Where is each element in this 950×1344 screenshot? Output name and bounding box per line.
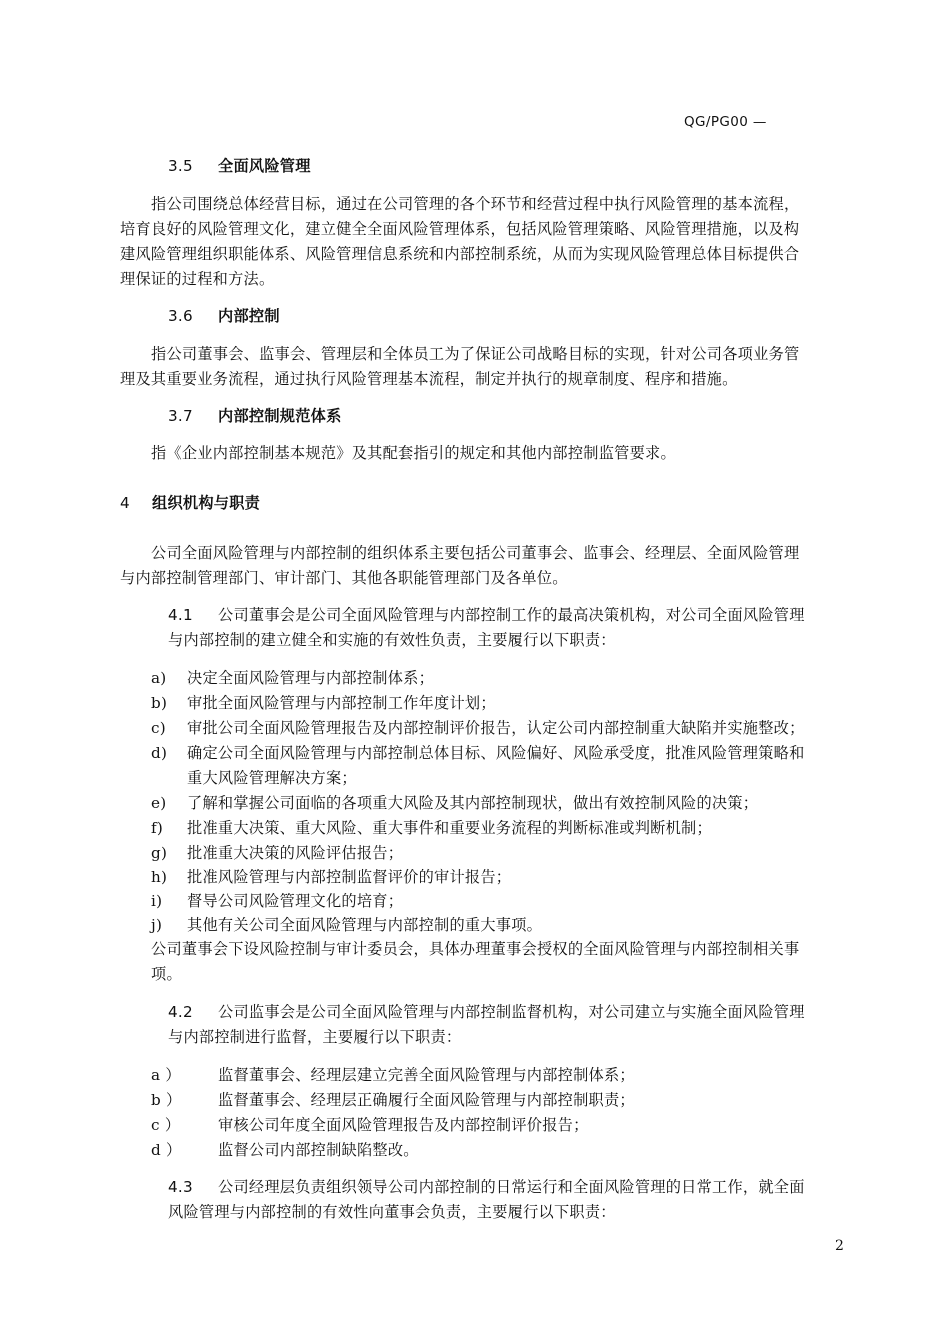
list-item bbox=[151, 690, 496, 716]
paragraph-line: 与内部控制管理部门、审计部门、其他各职能管理部门及各单位。 bbox=[120, 569, 568, 587]
section-3-5-heading bbox=[168, 153, 311, 179]
list-item bbox=[151, 840, 403, 866]
list-item bbox=[151, 1062, 635, 1088]
page-number: 2 bbox=[835, 1238, 844, 1254]
list-item bbox=[151, 740, 805, 766]
list-text: 督导公司风险管理文化的培育； bbox=[187, 892, 404, 910]
paragraph-line: 指公司董事会、监事会、管理层和全体员工为了保证公司战略目标的实现，针对公司各项业务管 bbox=[151, 345, 800, 363]
section-4-3-intro bbox=[168, 1174, 805, 1200]
list-text: 审批公司全面风险管理报告及内部控制评价报告，认定公司内部控制重大缺陷并实施整改； bbox=[187, 719, 805, 737]
section-number: 3.5 bbox=[168, 157, 193, 175]
list-label: b) bbox=[151, 694, 168, 712]
paragraph-line: 公司董事会是公司全面风险管理与内部控制工作的最高决策机构，对公司全面风险管理 bbox=[218, 606, 805, 624]
paragraph-line: 理保证的过程和方法。 bbox=[120, 270, 275, 288]
list-label: c) bbox=[151, 719, 166, 737]
list-text: 监督公司内部控制缺陷整改。 bbox=[218, 1141, 419, 1159]
list-item bbox=[151, 1112, 589, 1138]
paragraph-line: 公司经理层负责组织领导公司内部控制的日常运行和全面风险管理的日常工作，就全面 bbox=[218, 1178, 805, 1196]
list-text: 批准重大决策、重大风险、重大事件和重要业务流程的判断标准或判断机制； bbox=[187, 819, 712, 837]
section-number: 4.3 bbox=[168, 1178, 193, 1196]
paragraph-line: 理及其重要业务流程，通过执行风险管理基本流程，制定并执行的规章制度、程序和措施。 bbox=[120, 370, 738, 388]
list-item bbox=[151, 790, 758, 816]
list-item bbox=[151, 665, 434, 691]
list-text: 审批全面风险管理与内部控制工作年度计划； bbox=[187, 694, 496, 712]
section-title: 内部控制 bbox=[218, 307, 280, 325]
list-text: 监督董事会、经理层正确履行全面风险管理与内部控制职责； bbox=[218, 1091, 635, 1109]
section-number: 4 bbox=[120, 494, 130, 512]
list-text: 监督董事会、经理层建立完善全面风险管理与内部控制体系； bbox=[218, 1066, 635, 1084]
list-text: 其他有关公司全面风险管理与内部控制的重大事项。 bbox=[187, 916, 543, 934]
paragraph-line: 培育良好的风险管理文化，建立健全全面风险管理体系，包括风险管理策略、风险管理措施，以及构 bbox=[120, 220, 800, 238]
document-code: QG/PG00 — bbox=[684, 114, 767, 130]
list-item bbox=[151, 815, 712, 841]
paragraph-line: 公司全面风险管理与内部控制的组织体系主要包括公司董事会、监事会、经理层、全面风险管理 bbox=[151, 544, 800, 562]
section-4-heading bbox=[120, 490, 260, 516]
section-number: 4.2 bbox=[168, 1003, 193, 1021]
section-4-2-intro bbox=[168, 999, 805, 1025]
list-label: a ） bbox=[151, 1066, 181, 1084]
list-label: g) bbox=[151, 844, 168, 862]
paragraph-line: 与内部控制进行监督，主要履行以下职责： bbox=[168, 1028, 462, 1046]
list-label: a) bbox=[151, 669, 167, 687]
list-label: h) bbox=[151, 868, 168, 886]
paragraph-line: 公司监事会是公司全面风险管理与内部控制监督机构，对公司建立与实施全面风险管理 bbox=[218, 1003, 805, 1021]
list-label: i) bbox=[151, 892, 163, 910]
list-text: 确定公司全面风险管理与内部控制总体目标、风险偏好、风险承受度，批准风险管理策略和 bbox=[187, 744, 805, 762]
section-title: 全面风险管理 bbox=[218, 157, 311, 175]
paragraph-line: 指《企业内部控制基本规范》及其配套指引的规定和其他内部控制监管要求。 bbox=[151, 444, 676, 462]
list-item bbox=[151, 715, 805, 741]
list-text: 了解和掌握公司面临的各项重大风险及其内部控制现状，做出有效控制风险的决策； bbox=[187, 794, 759, 812]
list-text: 决定全面风险管理与内部控制体系； bbox=[187, 669, 434, 687]
list-label: j) bbox=[151, 916, 163, 934]
section-3-7-heading bbox=[168, 403, 342, 429]
list-item bbox=[151, 1087, 635, 1113]
paragraph-line: 与内部控制的建立健全和实施的有效性负责，主要履行以下职责： bbox=[168, 631, 616, 649]
paragraph-line: 公司董事会下设风险控制与审计委员会，具体办理董事会授权的全面风险管理与内部控制相关事 bbox=[151, 940, 800, 958]
section-title: 组织机构与职责 bbox=[152, 494, 261, 512]
list-label: d ） bbox=[151, 1141, 182, 1159]
list-label: e) bbox=[151, 794, 167, 812]
paragraph-line: 指公司围绕总体经营目标，通过在公司管理的各个环节和经营过程中执行风险管理的基本流程， bbox=[151, 195, 800, 213]
list-item bbox=[151, 888, 403, 914]
list-label: f) bbox=[151, 819, 164, 837]
section-4-1-intro bbox=[168, 602, 805, 628]
list-label: d) bbox=[151, 744, 168, 762]
list-text-continued: 重大风险管理解决方案； bbox=[187, 769, 357, 787]
list-item bbox=[151, 864, 511, 890]
list-label: c ） bbox=[151, 1116, 181, 1134]
section-title: 内部控制规范体系 bbox=[218, 407, 342, 425]
list-text: 批准重大决策的风险评估报告； bbox=[187, 844, 404, 862]
section-number: 3.7 bbox=[168, 407, 193, 425]
list-item bbox=[151, 912, 542, 938]
section-number: 3.6 bbox=[168, 307, 193, 325]
section-3-6-heading bbox=[168, 303, 280, 329]
list-text: 审核公司年度全面风险管理报告及内部控制评价报告； bbox=[218, 1116, 589, 1134]
paragraph-line: 风险管理与内部控制的有效性向董事会负责，主要履行以下职责： bbox=[168, 1203, 616, 1221]
list-text: 批准风险管理与内部控制监督评价的审计报告； bbox=[187, 868, 512, 886]
paragraph-line: 项。 bbox=[151, 965, 182, 983]
section-number: 4.1 bbox=[168, 606, 193, 624]
paragraph-line: 建风险管理组织职能体系、风险管理信息系统和内部控制系统，从而为实现风险管理总体目标提供合 bbox=[120, 245, 800, 263]
list-label: b ） bbox=[151, 1091, 182, 1109]
list-item bbox=[151, 1137, 419, 1163]
